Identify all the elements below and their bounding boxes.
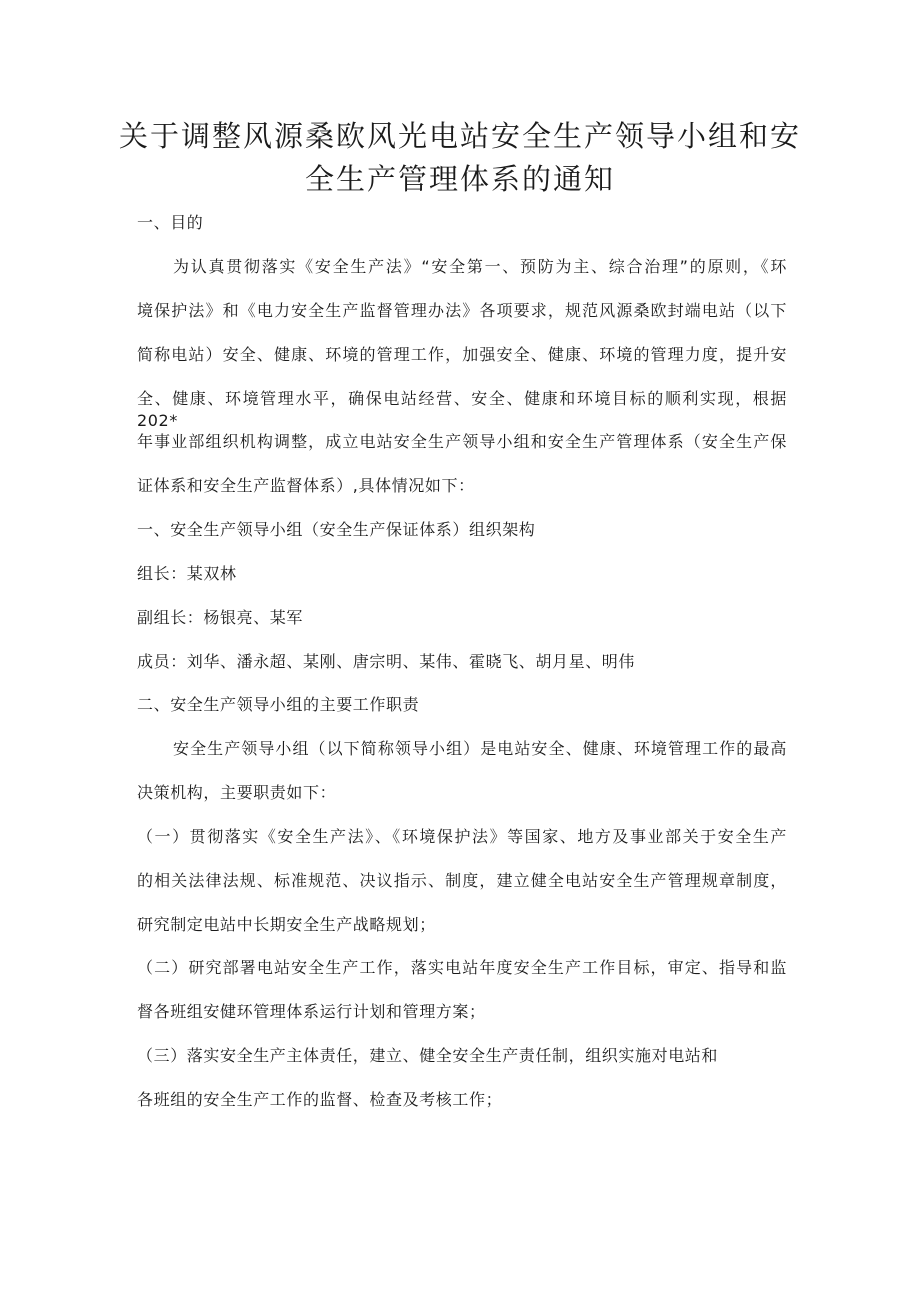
team-members: 成员：刘华、潘永超、某刚、唐宗明、某伟、霍晓飞、胡月星、明伟 (137, 652, 636, 671)
section-heading-organization: 一、安全生产领导小组（安全生产保证体系）组织架构 (137, 520, 536, 539)
document-title-line-1: 关于调整风源桑欧风光电站安全生产领导小组和安 (118, 119, 801, 153)
paragraph-line: 境保护法》和《电力安全生产监督管理办法》各项要求，规范风源桑欧封端电站（以下 (137, 301, 787, 320)
paragraph-line: 的相关法律法规、标准规范、决议指示、制度，建立健全电站安全生产管理规章制度， (137, 871, 787, 890)
section-heading-duties: 二、安全生产领导小组的主要工作职责 (137, 695, 420, 714)
duty-item-2: （二）研究部署电站安全生产工作，落实电站年度安全生产工作目标，审定、指导和监 (137, 958, 787, 977)
paragraph-line: 安全生产领导小组（以下简称领导小组）是电站安全、健康、环境管理工作的最高 (173, 739, 787, 758)
team-leader: 组长：某双林 (137, 564, 237, 583)
paragraph-line: 为认真贯彻落实《安全生产法》“安全第一、预防为主、综合治理”的原则，《环 (173, 257, 787, 276)
section-heading-purpose: 一、目的 (137, 213, 204, 232)
paragraph-line: 各班组的安全生产工作的监督、检查及考核工作； (137, 1090, 503, 1109)
duty-item-3: （三）落实安全生产主体责任，建立、健全安全生产责任制，组织实施对电站和 (137, 1046, 719, 1065)
paragraph-line: 决策机构，主要职责如下： (137, 783, 337, 802)
paragraph-line: 简称电站）安全、健康、环境的管理工作，加强安全、健康、环境的管理力度，提升安 (137, 345, 787, 364)
paragraph-line: 证体系和安全生产监督体系）,具体情况如下： (137, 476, 475, 495)
paragraph-line: 年事业部组织机构调整，成立电站安全生产领导小组和安全生产管理体系（安全生产保 (137, 432, 787, 451)
paragraph-line: 督各班组安健环管理体系运行计划和管理方案； (137, 1002, 486, 1021)
document-title-line-2: 全生产管理体系的通知 (304, 162, 615, 196)
paragraph-line: 全、健康、环境管理水平，确保电站经营、安全、健康和环境目标的顺利实现，根据202* (137, 389, 787, 430)
deputy-team-leader: 副组长：杨银亮、某军 (137, 608, 304, 627)
paragraph-line: 研究制定电站中长期安全生产战略规划； (137, 915, 436, 934)
duty-item-1: （一）贯彻落实《安全生产法》、《环境保护法》等国家、地方及事业部关于安全生产 (137, 827, 787, 846)
